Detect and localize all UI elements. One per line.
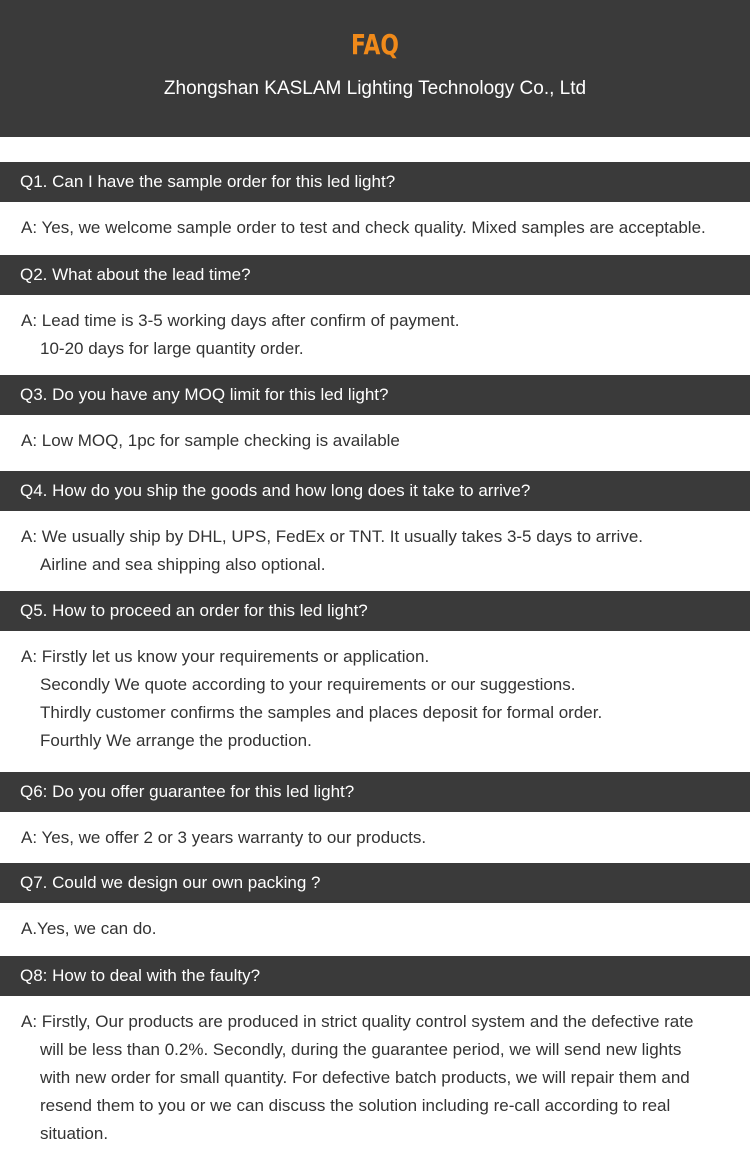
answer-q4	[21, 523, 750, 579]
company-name: Zhongshan KASLAM Lighting Technology Co., Ltd	[163, 78, 587, 99]
question-bar-q3: Q3. Do you have any MOQ limit for this led light?	[0, 375, 750, 415]
answer-line: A: We usually ship by DHL, UPS, FedEx or TNT. It usually takes 3-5 days to arrive.	[21, 527, 644, 546]
answer-line: with new order for small quantity. For defective batch products, we will repair them and	[40, 1068, 690, 1087]
answer-line: A: Firstly let us know your requirements or application.	[21, 647, 430, 666]
answer-line: A.Yes, we can do.	[21, 919, 157, 938]
answer-line: Secondly We quote according to your requirements or our suggestions.	[40, 675, 576, 694]
answer-line: A: Lead time is 3-5 working days after confirm of payment.	[21, 311, 460, 330]
faq-header	[0, 0, 750, 137]
answer-line: will be less than 0.2%. Secondly, during the guarantee period, we will send new lights	[40, 1040, 682, 1059]
question-bar-q2: Q2. What about the lead time?	[0, 255, 750, 295]
answer-line: Airline and sea shipping also optional.	[40, 555, 326, 574]
question-bar-q7: Q7. Could we design our own packing ?	[0, 863, 750, 903]
answer-line: A: Low MOQ, 1pc for sample checking is available	[21, 431, 400, 450]
answer-line: resend them to you or we can discuss the solution including re-call according to real	[40, 1096, 671, 1115]
question-bar-q6: Q6: Do you offer guarantee for this led light?	[0, 772, 750, 812]
page-title: FAQ	[351, 28, 399, 61]
question-bar-q8: Q8: How to deal with the faulty?	[0, 956, 750, 996]
answer-q7	[21, 915, 750, 943]
answer-q8	[21, 1008, 750, 1148]
answer-line: Thirdly customer confirms the samples and places deposit for formal order.	[40, 703, 603, 722]
answer-q1	[21, 214, 750, 242]
question-bar-q5: Q5. How to proceed an order for this led light?	[0, 591, 750, 631]
answer-q2	[21, 307, 750, 363]
answer-line: Fourthly We arrange the production.	[40, 731, 312, 750]
answer-line: A: Yes, we welcome sample order to test and check quality. Mixed samples are acceptable.	[21, 218, 706, 237]
answer-q3	[21, 427, 750, 455]
answer-line: situation.	[40, 1124, 109, 1143]
answer-line: A: Yes, we offer 2 or 3 years warranty to our products.	[21, 828, 427, 847]
question-bar-q1: Q1. Can I have the sample order for this led light?	[0, 162, 750, 202]
answer-line: 10-20 days for large quantity order.	[40, 339, 304, 358]
answer-q6	[21, 824, 750, 852]
answer-q5	[21, 643, 750, 755]
question-bar-q4: Q4. How do you ship the goods and how long does it take to arrive?	[0, 471, 750, 511]
answer-line: A: Firstly, Our products are produced in strict quality control system and the defective rate	[21, 1012, 694, 1031]
